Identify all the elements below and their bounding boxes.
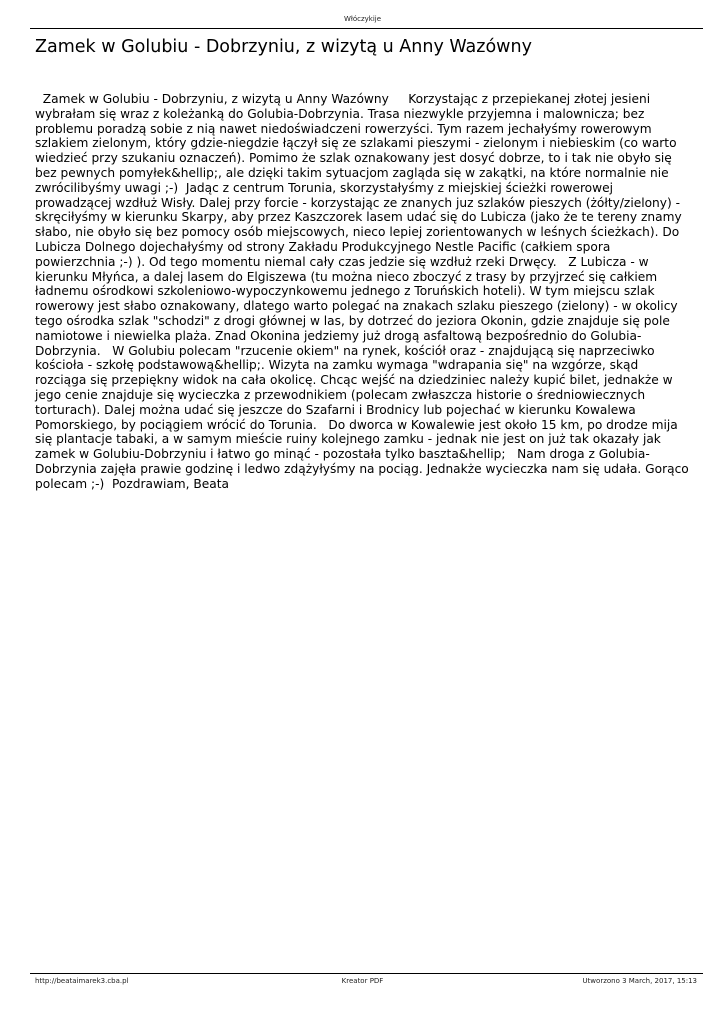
footer-created-date: Utworzono 3 March, 2017, 15:13 <box>582 977 697 985</box>
footer-url: http://beataimarek3.cba.pl <box>35 977 129 985</box>
footer-generator: Kreator PDF <box>341 977 384 985</box>
article-body: Zamek w Golubiu - Dobrzyniu, z wizytą u Anny Wazówny Korzystając z przepiekanej złotej jesieni wybrałam się wraz z koleżanką do Golubia-Dobrzynia. Trasa niezwykle przyjemna i malownicza; bez problemu poradzą sobie z nią nawet niedoświadczeni rowerzyści. Tym razem jechałyśmy rowerowym szlakiem zielonym, który gdzie-niegdzie łączył się ze szlakami pieszymi - zielonym i niebieskim (co warto wiedzieć przy szukaniu oznaczeń). Pomimo że szlak oznakowany jest dosyć dobrze, to i tak nie obyło się bez pewnych pomyłek&hellip;, ale dzięki takim sytuacjom zagląda się w zakątki, na które normalnie nie zwrócilibyśmy uwagi ;-) Jadąc z centrum Torunia, skorzystałyśmy z miejskiej ścieżki rowerowej prowadzącej wzdłuż Wisły. Dalej przy forcie - korzystając ze znanych juz szlaków pieszych (żółty/zielony) - skręciłyśmy w kierunku Skarpy, aby przez Kaszczorek lasem udać się do Lubicza (jako że te tereny znamy słabo, nie obyło się bez pomocy osób miejscowych, nieco lepiej zorientowanych w leśnych ścieżkach). Do Lubicza Dolnego dojechałyśmy od strony Zakładu Produkcyjnego Nestle Pacific (całkiem spora powierzchnia ;-) ). Od tego momentu niemal cały czas jedzie się wzdłuż rzeki Drwęcy. Z Lubicza - w kierunku Młyńca, a dalej lasem do Elgiszewa (tu można nieco zboczyć z trasy by przyjrzeć się całkiem ładnemu ośrodkowi szkoleniowo-wypoczynkowemu jednego z Toruńskich hoteli). W tym miejscu szlak rowerowy jest słabo oznakowany, dlatego warto polegać na znakach szlaku pieszego (zielony) - w okolicy tego ośrodka szlak "schodzi" z drogi głównej w las, by dotrzeć do jeziora Okonin, gdzie znajduje się pole namiotowe i niewielka plaża. Znad Okonina jedziemy już drogą asfaltową bezpośrednio do Golubia-Dobrzynia. W Golubiu polecam "rzucenie okiem" na rynek, kościół oraz - znajdującą się naprzeciwko kościoła - szkołę podstawową&hellip;. Wizyta na zamku wymaga "wdrapania się" na wzgórze, skąd rozciąga się przepiękny widok na cała okolicę. Chcąc wejść na dziedziniec należy kupić bilet, jednakże w jego cenie znajduje się wycieczka z przewodnikiem (polecam zwłaszcza historie o średniowiecznych torturach). Dalej można udać się jeszcze do Szafarni i Brodnicy lub pojechać w kierunku Kowalewa Pomorskiego, by pociągiem wrócić do Torunia. Do dworca w Kowalewie jest około 15 km, po drodze mija się plantacje tabaki, a w samym mieście ruiny kolejnego zamku - jednak nie jest on już tak okazały jak zamek w Golubiu-Dobrzyniu i łatwo go minąć - pozostała tylko baszta&hellip; Nam droga z Golubia-Dobrzynia zajęła prawie godzinę i ledwo zdążyłyśmy na pociąg. Jednakże wycieczka nam się udała. Gorąco polecam ;-) Pozdrawiam, Beata <box>35 92 693 491</box>
header-divider <box>30 28 703 29</box>
article-title: Zamek w Golubiu - Dobrzyniu, z wizytą u Anny Wazówny <box>35 37 532 57</box>
site-name-header: Włóczykije <box>343 15 382 23</box>
footer-divider <box>30 973 703 974</box>
